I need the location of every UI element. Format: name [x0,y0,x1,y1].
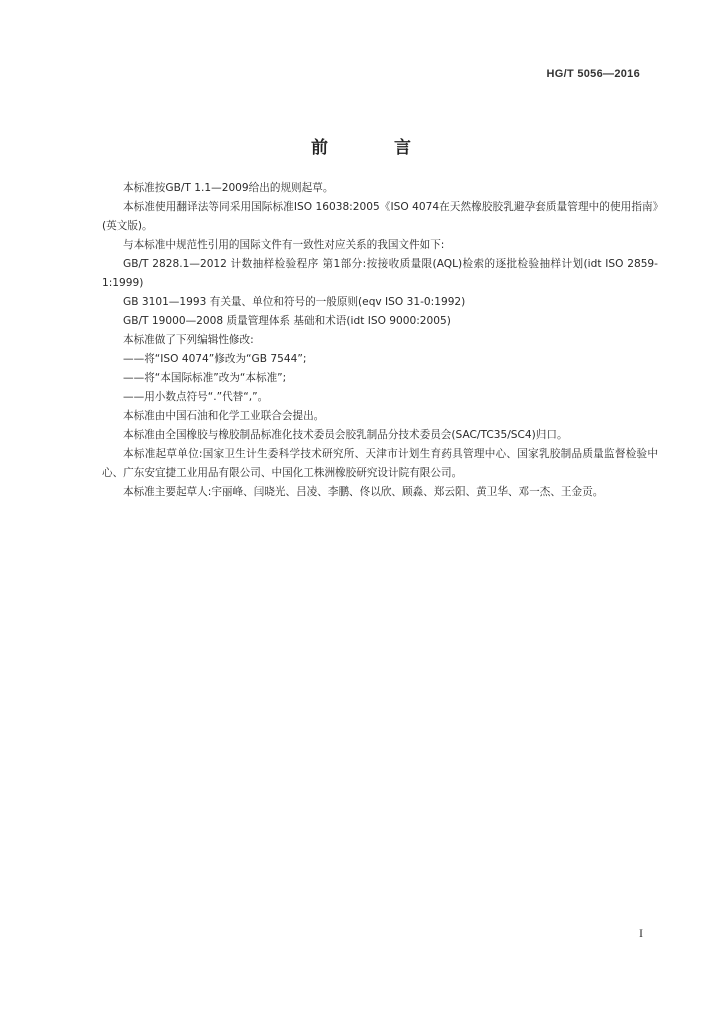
paragraph-edit-3: ——用小数点符号“.”代替“,”。 [123,391,269,403]
paragraph-translation-method: 本标准使用翻译法等同采用国际标准ISO 16038:2005《ISO 4074在天然橡胶胶乳避孕套质量管理中的使用指南》(英文版)。 [102,201,658,232]
paragraph-edit-2: ——将“本国际标准”改为“本标准”; [123,372,287,384]
page-title: 前 言 [311,138,441,158]
paragraph-drafting-units: 本标准起草单位:国家卫生计生委科学技术研究所、天津市计划生育药具管理中心、国家乳胶制品质量监督检验中心、广东安宜捷工业用品有限公司、中国化工株洲橡胶研究设计院有限公司。 [102,448,658,479]
paragraph-reference-gb3101: GB 3101—1993 有关量、单位和符号的一般原则(eqv ISO 31-0:1992) [123,296,466,308]
paragraph-reference-gbt2828: GB/T 2828.1—2012 计数抽样检验程序 第1部分:按接收质量限(AQL)检索的逐批检验抽样计划(idt ISO 2859-1:1999) [102,258,658,289]
foreword-body [102,179,658,502]
paragraph-committee: 本标准由全国橡胶与橡胶制品标准化技术委员会胶乳制品分技术委员会(SAC/TC35/SC4)归口。 [123,429,568,441]
paragraph-edit-1: ——将“ISO 4074”修改为“GB 7544”; [123,353,307,365]
paragraph-reference-gbt19000: GB/T 19000—2008 质量管理体系 基础和术语(idt ISO 9000:2005) [123,315,451,327]
standard-number: HG/T 5056—2016 [546,68,640,80]
paragraph-proposer: 本标准由中国石油和化学工业联合会提出。 [123,410,325,422]
paragraph-drafting-rules: 本标准按GB/T 1.1—2009给出的规则起草。 [123,182,334,194]
page-number: I [639,926,643,940]
paragraph-drafters: 本标准主要起草人:宇丽峰、闫晓光、吕凌、李鹏、佟以欣、顾淼、郑云阳、黄卫华、邓一杰、王金贡。 [123,486,604,498]
paragraph-edits-intro: 本标准做了下列编辑性修改: [123,334,254,346]
paragraph-reference-intro: 与本标准中规范性引用的国际文件有一致性对应关系的我国文件如下: [123,239,445,251]
